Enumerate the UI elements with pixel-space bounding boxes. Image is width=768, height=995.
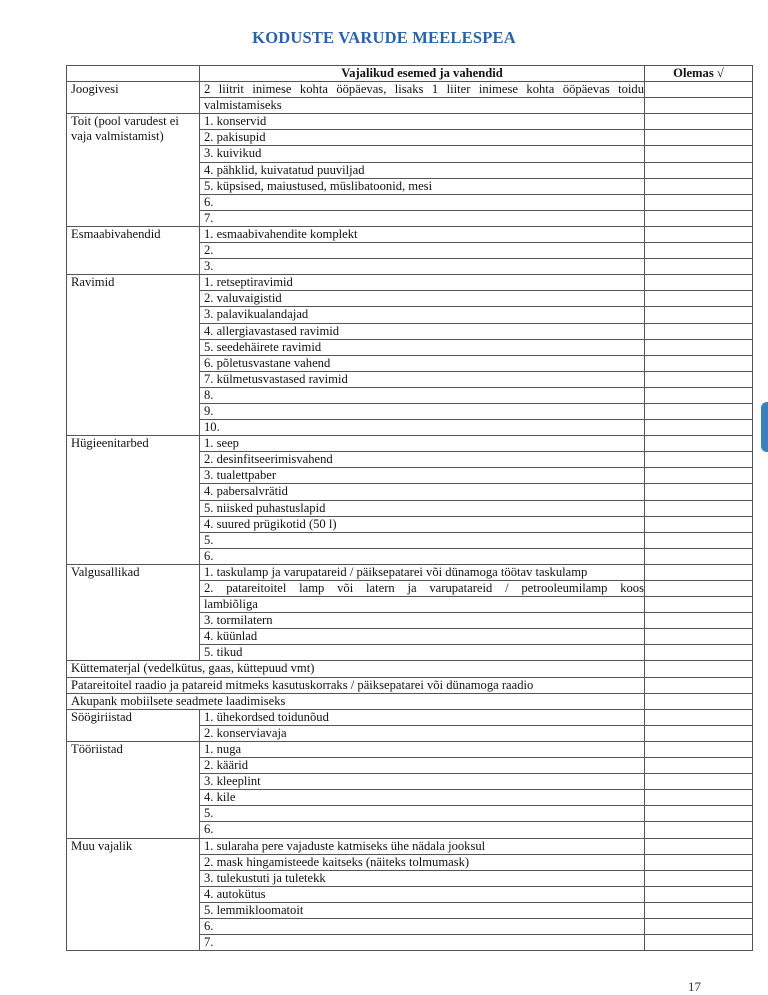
- item-cell: 4. autokütus: [200, 886, 645, 902]
- present-checkbox-cell[interactable]: [645, 838, 753, 854]
- table-header-row: [67, 66, 753, 82]
- present-checkbox-cell[interactable]: [645, 323, 753, 339]
- item-cell: 1. retseptiravimid: [200, 275, 645, 291]
- item-cell: 4. pähklid, kuivatatud puuviljad: [200, 162, 645, 178]
- present-checkbox-cell[interactable]: [645, 790, 753, 806]
- present-checkbox-cell[interactable]: [645, 436, 753, 452]
- side-scroll-tab[interactable]: [761, 402, 768, 452]
- present-checkbox-cell[interactable]: [645, 484, 753, 500]
- item-cell: 3. tualettpaber: [200, 468, 645, 484]
- present-checkbox-cell[interactable]: [645, 452, 753, 468]
- table-row: [67, 741, 753, 757]
- category-cell: Esmaabivahendid: [67, 226, 200, 274]
- present-checkbox-cell[interactable]: [645, 935, 753, 951]
- present-checkbox-cell[interactable]: [645, 548, 753, 564]
- present-header: Olemas √: [645, 66, 753, 82]
- item-cell: 1. esmaabivahendite komplekt: [200, 226, 645, 242]
- full-width-item: Küttematerjal (vedelkütus, gaas, küttepuud vmt): [67, 661, 645, 677]
- present-checkbox-cell[interactable]: [645, 387, 753, 403]
- item-cell: 7.: [200, 210, 645, 226]
- full-width-item: Akupank mobiilsete seadmete laadimiseks: [67, 693, 645, 709]
- category-cell: Toit (pool varudest ei vaja valmistamist): [67, 114, 200, 227]
- present-checkbox-cell[interactable]: [645, 725, 753, 741]
- present-checkbox-cell[interactable]: [645, 178, 753, 194]
- table-body: [67, 82, 753, 951]
- item-cell: 4. küünlad: [200, 629, 645, 645]
- present-checkbox-cell[interactable]: [645, 468, 753, 484]
- present-checkbox-cell[interactable]: [645, 645, 753, 661]
- present-checkbox-cell[interactable]: [645, 806, 753, 822]
- item-cell: 2 liitrit inimese kohta ööpäevas, lisaks 1 liiter inimese kohta ööpäevas toidu: [200, 82, 645, 98]
- full-width-item: Patareitoitel raadio ja patareid mitmeks kasutuskorraks / päiksepatarei või dünamoga raadio: [67, 677, 645, 693]
- category-cell: Tööriistad: [67, 741, 200, 838]
- item-cell: 4. pabersalvrätid: [200, 484, 645, 500]
- present-checkbox-cell[interactable]: [645, 339, 753, 355]
- present-checkbox-cell[interactable]: [645, 275, 753, 291]
- item-cell: lambiõliga: [200, 597, 645, 613]
- item-cell: 2. patareitoitel lamp või latern ja varupatareid / petrooleumilamp koos: [200, 581, 645, 597]
- present-checkbox-cell[interactable]: [645, 886, 753, 902]
- table-row: [67, 275, 753, 291]
- item-cell: 6.: [200, 822, 645, 838]
- present-checkbox-cell[interactable]: [645, 870, 753, 886]
- present-checkbox-cell[interactable]: [645, 146, 753, 162]
- supplies-checklist-table: [66, 65, 753, 951]
- item-cell: 2. valuvaigistid: [200, 291, 645, 307]
- present-checkbox-cell[interactable]: [645, 758, 753, 774]
- item-cell: 6.: [200, 918, 645, 934]
- item-cell: 6.: [200, 548, 645, 564]
- present-checkbox-cell[interactable]: [645, 114, 753, 130]
- item-cell: 3. kleeplint: [200, 774, 645, 790]
- item-cell: 5.: [200, 806, 645, 822]
- page-number: 17: [688, 979, 701, 994]
- item-cell: 8.: [200, 387, 645, 403]
- table-row: [67, 661, 753, 677]
- present-checkbox-cell[interactable]: [645, 307, 753, 323]
- item-cell: 2. mask hingamisteede kaitseks (näiteks tolmumask): [200, 854, 645, 870]
- present-checkbox-cell[interactable]: [645, 259, 753, 275]
- item-cell: 1. sularaha pere vajaduste katmiseks ühe nädala jooksul: [200, 838, 645, 854]
- table-row: [67, 82, 753, 98]
- item-cell: 2. käärid: [200, 758, 645, 774]
- present-checkbox-cell[interactable]: [645, 661, 753, 677]
- item-cell: 9.: [200, 403, 645, 419]
- items-header: Vajalikud esemed ja vahendid: [200, 66, 645, 82]
- present-checkbox-cell[interactable]: [645, 210, 753, 226]
- item-cell: 1. konservid: [200, 114, 645, 130]
- present-checkbox-cell[interactable]: [645, 226, 753, 242]
- present-checkbox-cell[interactable]: [645, 581, 753, 597]
- item-cell: 3.: [200, 259, 645, 275]
- present-checkbox-cell[interactable]: [645, 902, 753, 918]
- table-row: [67, 838, 753, 854]
- item-cell: 5. tikud: [200, 645, 645, 661]
- table-row: [67, 693, 753, 709]
- table-row: [67, 564, 753, 580]
- item-cell: 2. konserviavaja: [200, 725, 645, 741]
- category-header: [67, 66, 200, 82]
- present-checkbox-cell[interactable]: [645, 774, 753, 790]
- item-cell: 4. allergiavastased ravimid: [200, 323, 645, 339]
- item-cell: 2. desinfitseerimisvahend: [200, 452, 645, 468]
- present-checkbox-cell[interactable]: [645, 130, 753, 146]
- present-checkbox-cell[interactable]: [645, 291, 753, 307]
- table-row: [67, 709, 753, 725]
- category-cell: Ravimid: [67, 275, 200, 436]
- present-checkbox-cell[interactable]: [645, 82, 753, 98]
- item-cell: 2.: [200, 243, 645, 259]
- item-cell: 10.: [200, 420, 645, 436]
- present-checkbox-cell[interactable]: [645, 420, 753, 436]
- item-cell: 5. seedehäirete ravimid: [200, 339, 645, 355]
- present-checkbox-cell[interactable]: [645, 355, 753, 371]
- present-checkbox-cell[interactable]: [645, 854, 753, 870]
- present-checkbox-cell[interactable]: [645, 597, 753, 613]
- item-cell: 1. ühekordsed toidunõud: [200, 709, 645, 725]
- present-checkbox-cell[interactable]: [645, 403, 753, 419]
- present-checkbox-cell[interactable]: [645, 371, 753, 387]
- present-checkbox-cell[interactable]: [645, 918, 753, 934]
- present-checkbox-cell[interactable]: [645, 629, 753, 645]
- item-cell: 3. palavikualandajad: [200, 307, 645, 323]
- page-title: KODUSTE VARUDE MEELESPEA: [252, 28, 516, 47]
- table-row: [67, 226, 753, 242]
- item-cell: 7. külmetusvastased ravimid: [200, 371, 645, 387]
- item-cell: 6.: [200, 194, 645, 210]
- item-cell: 3. kuivikud: [200, 146, 645, 162]
- present-checkbox-cell[interactable]: [645, 194, 753, 210]
- item-cell: 1. seep: [200, 436, 645, 452]
- present-checkbox-cell[interactable]: [645, 243, 753, 259]
- present-checkbox-cell[interactable]: [645, 98, 753, 114]
- present-checkbox-cell[interactable]: [645, 516, 753, 532]
- present-checkbox-cell[interactable]: [645, 677, 753, 693]
- item-cell: 1. nuga: [200, 741, 645, 757]
- present-checkbox-cell[interactable]: [645, 564, 753, 580]
- category-cell: Valgusallikad: [67, 564, 200, 661]
- item-cell: 5.: [200, 532, 645, 548]
- table-row: [67, 677, 753, 693]
- table-row: [67, 114, 753, 130]
- present-checkbox-cell[interactable]: [645, 162, 753, 178]
- present-checkbox-cell[interactable]: [645, 709, 753, 725]
- item-cell: 1. taskulamp ja varupatareid / päiksepatarei või dünamoga töötav taskulamp: [200, 564, 645, 580]
- present-checkbox-cell[interactable]: [645, 741, 753, 757]
- present-checkbox-cell[interactable]: [645, 532, 753, 548]
- item-cell: 4. suured prügikotid (50 l): [200, 516, 645, 532]
- item-cell: 5. niisked puhastuslapid: [200, 500, 645, 516]
- item-cell: 5. lemmikloomatoit: [200, 902, 645, 918]
- category-cell: Hügieenitarbed: [67, 436, 200, 565]
- item-cell: 7.: [200, 935, 645, 951]
- item-cell: 2. pakisupid: [200, 130, 645, 146]
- present-checkbox-cell[interactable]: [645, 822, 753, 838]
- table-row: [67, 436, 753, 452]
- category-cell: Joogivesi: [67, 82, 200, 114]
- present-checkbox-cell[interactable]: [645, 613, 753, 629]
- present-checkbox-cell[interactable]: [645, 693, 753, 709]
- item-cell: 4. kile: [200, 790, 645, 806]
- item-cell: 5. küpsised, maiustused, müslibatoonid, mesi: [200, 178, 645, 194]
- item-cell: 6. põletusvastane vahend: [200, 355, 645, 371]
- category-cell: Söögiriistad: [67, 709, 200, 741]
- item-cell: 3. tormilatern: [200, 613, 645, 629]
- item-cell: 3. tulekustuti ja tuletekk: [200, 870, 645, 886]
- item-cell: valmistamiseks: [200, 98, 645, 114]
- category-cell: Muu vajalik: [67, 838, 200, 951]
- present-checkbox-cell[interactable]: [645, 500, 753, 516]
